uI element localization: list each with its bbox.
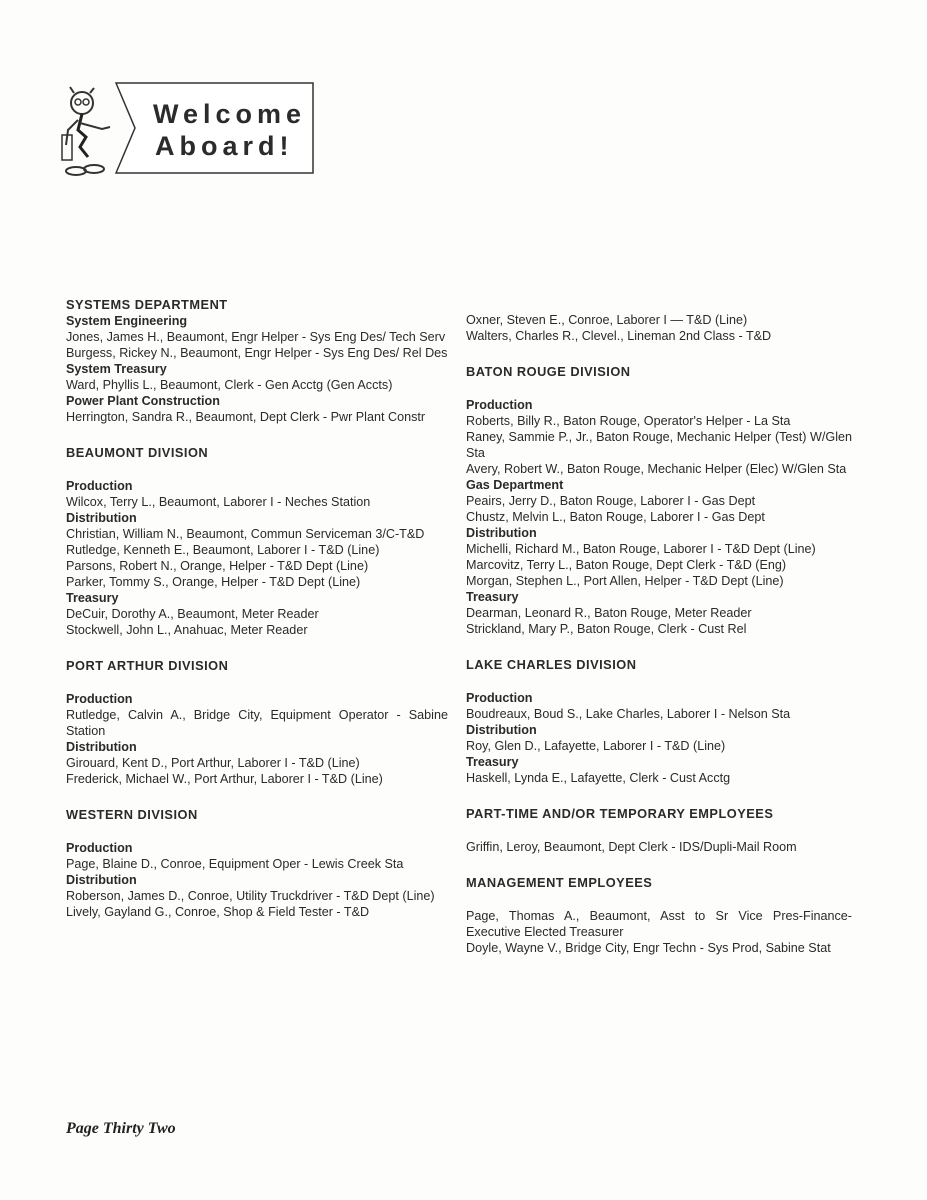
right-column xyxy=(466,312,852,956)
subsection-heading: Production xyxy=(466,691,533,705)
employee-entry: Walters, Charles R., Clevel., Lineman 2nd Class - T&D xyxy=(466,329,772,343)
section-heading: WESTERN DIVISION xyxy=(66,807,198,822)
employee-entry: Wilcox, Terry L., Beaumont, Laborer I - Neches Station xyxy=(66,495,371,509)
employee-entry: Rutledge, Calvin A., Bridge City, Equipment Operator - Sabine Station xyxy=(66,708,448,738)
section-heading: SYSTEMS DEPARTMENT xyxy=(66,297,228,312)
mascot-illustration xyxy=(60,85,120,185)
subsection-heading: Distribution xyxy=(466,723,537,737)
page-number: Page Thirty Two xyxy=(66,1120,176,1137)
employee-entry: Herrington, Sandra R., Beaumont, Dept Clerk - Pwr Plant Constr xyxy=(66,410,426,424)
section-heading: PORT ARTHUR DIVISION xyxy=(66,658,229,673)
employee-entry: Parsons, Robert N., Orange, Helper - T&D Dept (Line) xyxy=(66,559,369,573)
section-heading: BEAUMONT DIVISION xyxy=(66,445,209,460)
employee-entry: Jones, James H., Beaumont, Engr Helper - Sys Eng Des/ Tech Serv xyxy=(66,330,446,344)
subsection-heading: Treasury xyxy=(466,590,519,604)
section-heading: BATON ROUGE DIVISION xyxy=(466,364,631,379)
section-heading: LAKE CHARLES DIVISION xyxy=(466,657,637,672)
employee-entry: Griffin, Leroy, Beaumont, Dept Clerk - IDS/Dupli-Mail Room xyxy=(466,840,797,854)
subsection-heading: Distribution xyxy=(66,740,137,754)
employee-entry: Lively, Gayland G., Conroe, Shop & Field Tester - T&D xyxy=(66,905,370,919)
employee-entry: Page, Blaine D., Conroe, Equipment Oper - Lewis Creek Sta xyxy=(66,857,404,871)
employee-entry: Roberts, Billy R., Baton Rouge, Operator's Helper - La Sta xyxy=(466,414,791,428)
subsection-heading: Production xyxy=(66,692,133,706)
subsection-heading: Distribution xyxy=(66,511,137,525)
employee-entry: Marcovitz, Terry L., Baton Rouge, Dept Clerk - T&D (Eng) xyxy=(466,558,787,572)
subsection-heading: Power Plant Construction xyxy=(66,394,220,408)
employee-entry: Boudreaux, Boud S., Lake Charles, Laborer I - Nelson Sta xyxy=(466,707,791,721)
banner-line-2: Aboard! xyxy=(155,131,294,161)
employee-entry: Burgess, Rickey N., Beaumont, Engr Helper - Sys Eng Des/ Rel Des xyxy=(66,346,448,360)
employee-entry: Parker, Tommy S., Orange, Helper - T&D Dept (Line) xyxy=(66,575,361,589)
subsection-heading: Production xyxy=(66,479,133,493)
employee-entry: Morgan, Stephen L., Port Allen, Helper - T&D Dept (Line) xyxy=(466,574,784,588)
employee-entry: Christian, William N., Beaumont, Commun Serviceman 3/C-T&D xyxy=(66,527,425,541)
subsection-heading: Production xyxy=(466,398,533,412)
employee-entry: Roberson, James D., Conroe, Utility Truckdriver - T&D Dept (Line) xyxy=(66,889,435,903)
subsection-heading: Treasury xyxy=(466,755,519,769)
section-heading: PART-TIME AND/OR TEMPORARY EMPLOYEES xyxy=(466,806,774,821)
employee-entry: Roy, Glen D., Lafayette, Laborer I - T&D (Line) xyxy=(466,739,726,753)
subsection-heading: Distribution xyxy=(466,526,537,540)
employee-entry: DeCuir, Dorothy A., Beaumont, Meter Reader xyxy=(66,607,319,621)
employee-entry: Stockwell, John L., Anahuac, Meter Reader xyxy=(66,623,308,637)
employee-entry: Ward, Phyllis L., Beaumont, Clerk - Gen Acctg (Gen Accts) xyxy=(66,378,393,392)
left-column xyxy=(66,297,448,920)
employee-entry: Michelli, Richard M., Baton Rouge, Laborer I - T&D Dept (Line) xyxy=(466,542,816,556)
subsection-heading: System Treasury xyxy=(66,362,167,376)
employee-entry: Girouard, Kent D., Port Arthur, Laborer I - T&D (Line) xyxy=(66,756,360,770)
subsection-heading: Distribution xyxy=(66,873,137,887)
section-heading: MANAGEMENT EMPLOYEES xyxy=(466,875,653,890)
banner-line-1: Welcome xyxy=(153,99,307,129)
employee-entry: Chustz, Melvin L., Baton Rouge, Laborer I - Gas Dept xyxy=(466,510,765,524)
employee-entry: Rutledge, Kenneth E., Beaumont, Laborer I - T&D (Line) xyxy=(66,543,380,557)
employee-entry: Avery, Robert W., Baton Rouge, Mechanic Helper (Elec) W/Glen Sta xyxy=(466,462,847,476)
subsection-heading: Treasury xyxy=(66,591,119,605)
employee-entry: Dearman, Leonard R., Baton Rouge, Meter Reader xyxy=(466,606,752,620)
employee-entry: Oxner, Steven E., Conroe, Laborer I — T&D (Line) xyxy=(466,313,748,327)
employee-entry: Strickland, Mary P., Baton Rouge, Clerk - Cust Rel xyxy=(466,622,747,636)
employee-entry: Peairs, Jerry D., Baton Rouge, Laborer I - Gas Dept xyxy=(466,494,756,508)
employee-entry: Doyle, Wayne V., Bridge City, Engr Techn - Sys Prod, Sabine Stat xyxy=(466,941,831,955)
employee-entry: Frederick, Michael W., Port Arthur, Laborer I - T&D (Line) xyxy=(66,772,383,786)
subsection-heading: Gas Department xyxy=(466,478,564,492)
subsection-heading: System Engineering xyxy=(66,314,188,328)
welcome-banner xyxy=(115,82,315,174)
subsection-heading: Production xyxy=(66,841,133,855)
employee-entry: Haskell, Lynda E., Lafayette, Clerk - Cust Acctg xyxy=(466,771,731,785)
employee-entry: Raney, Sammie P., Jr., Baton Rouge, Mechanic Helper (Test) W/Glen Sta xyxy=(466,430,852,460)
employee-entry: Page, Thomas A., Beaumont, Asst to Sr Vice Pres-Finance-Executive Elected Treasurer xyxy=(466,909,852,939)
